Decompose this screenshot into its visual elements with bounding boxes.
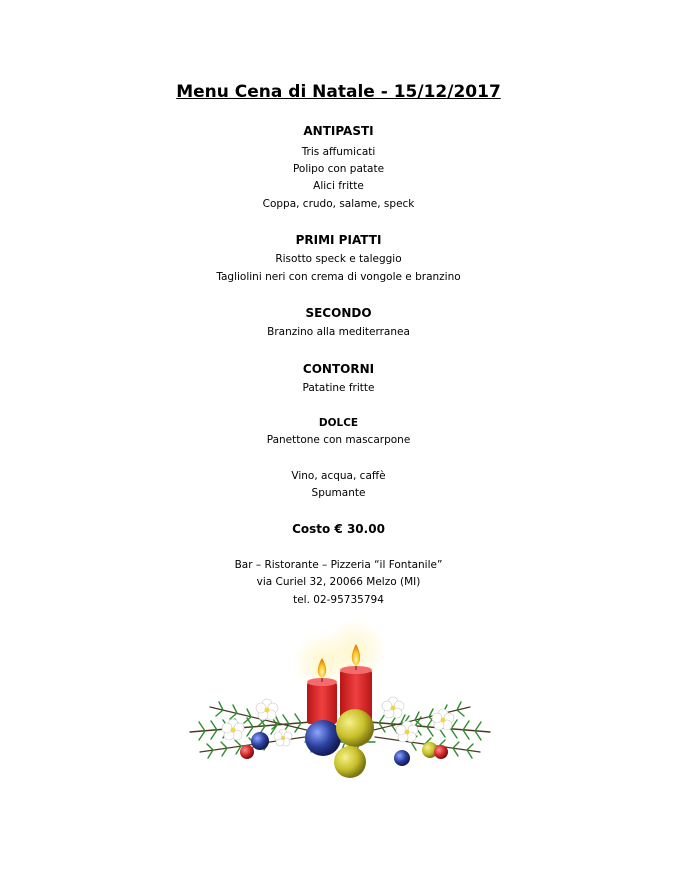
section-heading-primi: PRIMI PIATTI [295,233,382,247]
menu-item: Tris affumicati [301,146,376,158]
restaurant-phone: tel. 02-95735794 [293,594,384,606]
drinks-item: Spumante [311,487,366,499]
menu-item: Coppa, crudo, salame, speck [262,198,415,210]
price: Costo € 30.00 [292,522,385,536]
section-heading-dolce: DOLCE [318,417,359,429]
christmas-candles-decoration [185,612,495,782]
section-heading-antipasti: ANTIPASTI [303,124,374,138]
section-heading-contorni: CONTORNI [302,362,375,376]
menu-item: Polipo con patate [292,163,385,175]
menu-title: Menu Cena di Natale - 15/12/2017 [176,82,501,102]
section-heading-secondo: SECONDO [305,306,372,320]
restaurant-name: Bar – Ristorante – Pizzeria “il Fontanile” [234,559,443,571]
menu-item: Alici fritte [313,180,364,192]
restaurant-address: via Curiel 32, 20066 Melzo (MI) [256,576,421,588]
menu-item: Branzino alla mediterranea [267,326,410,338]
menu-item: Tagliolini neri con crema di vongole e branzino [216,271,461,283]
drinks-item: Vino, acqua, caffè [291,470,386,482]
menu-item: Panettone con mascarpone [266,434,411,446]
menu-item: Risotto speck e taleggio [275,253,402,265]
menu-item: Patatine fritte [302,382,375,394]
